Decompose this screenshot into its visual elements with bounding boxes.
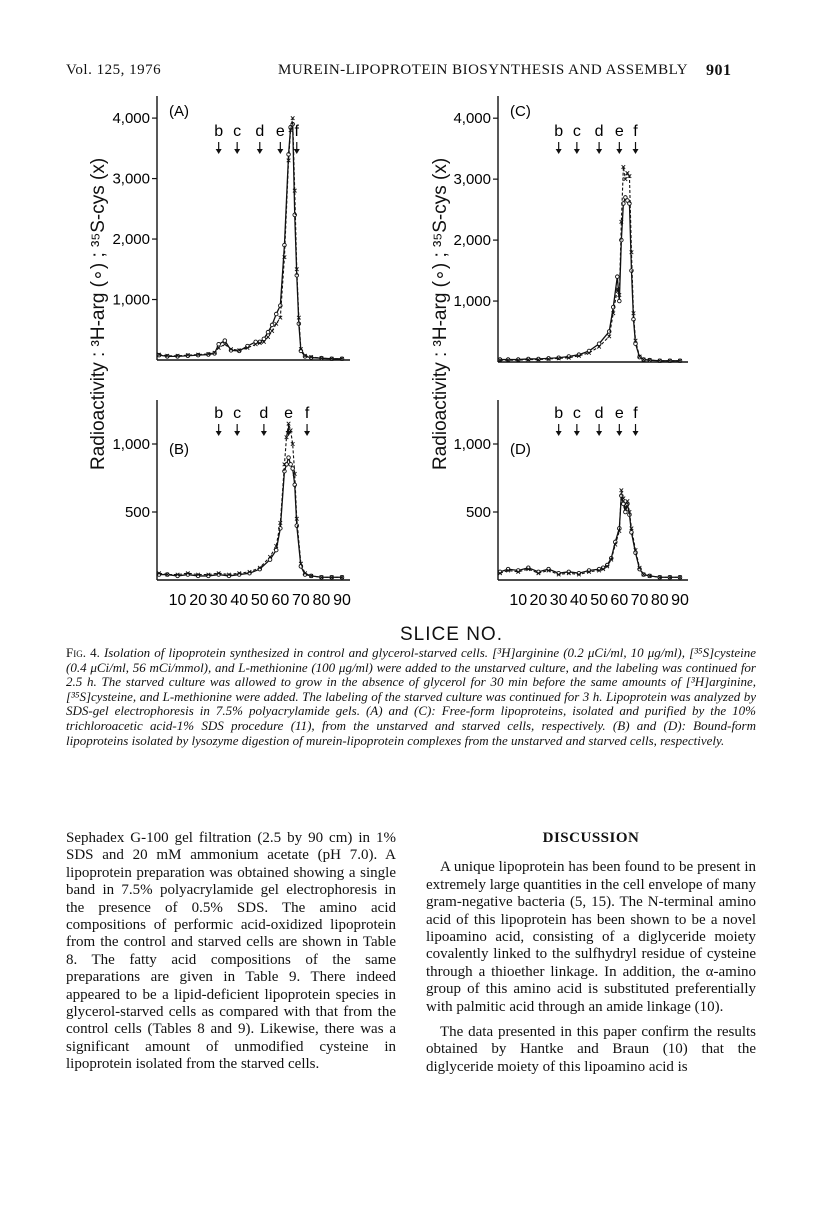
x-tick-label: 90 [333,592,351,609]
y-tick-label: 500 [124,504,150,521]
panel-label: (A) [169,103,189,120]
x-tick-label: 50 [250,592,269,609]
panel-a [112,96,350,361]
band-arrow-head [294,149,300,154]
x-tick-label: 20 [189,592,208,609]
panel-label: (B) [169,441,189,458]
data-point-arg [287,456,291,460]
band-arrow-head [574,149,580,154]
band-arrow-head [216,149,222,154]
band-arrow-head [261,431,267,436]
data-point-cys [274,322,278,326]
band-marker-b: b [554,123,564,140]
band-marker-c: c [233,123,242,140]
band-marker-f: f [294,123,300,140]
band-marker-f: f [633,123,638,140]
panel-b [112,400,351,609]
series-line-arg [159,458,342,578]
y-tick-label: 2,000 [112,231,150,249]
band-arrow-head [616,149,622,154]
y-tick-label: 2,000 [453,232,491,250]
y-tick-label: 1,000 [453,436,491,453]
band-marker-d: d [594,123,604,140]
data-point-arg [618,299,622,303]
x-tick-label: 60 [271,592,290,609]
panel-c [453,96,688,363]
y-tick-label: 3,000 [112,170,150,188]
running-head-title: MUREIN-LIPOPROTEIN BIOSYNTHESIS AND ASSEMBLY [278,62,689,78]
band-marker-e: e [614,405,624,422]
band-arrow-head [574,431,580,436]
running-head-volume: Vol. 125, 1976 [66,62,162,78]
section-heading-discussion: DISCUSSION [542,830,640,846]
x-tick-label: 20 [529,592,548,609]
caption-text: Isolation of lipoprotein synthesized in control and glycerol-starved cells. [³H]arginine (0.2 μCi/ml, 10 μg/ml), [³⁵S]cysteine (0.4 μCi/ml, 56 mCi/mmol), and L-methionine (100 μg/ml) were added to the unstarved culture, and the labeling was continued for 2.5 h. The starved culture was allowed to grow in the absence of glycerol for 30 min before the same amounts of [³H]arginine, [³⁵S]cysteine, and L-methionine were added. The labeling of the starved culture was continued for 3 h. Lipoprotein was analyzed by SDS-gel electrophoresis in 7.5% polyacrylamide gels. (A) and (C): Free-form lipoproteins, isolated and purified by the 10% trichloroacetic acid-1% SDS procedure (11), from the unstarved and starved cells, respectively. (B) and (D): Bound-form lipoproteins isolated by lysozyme digestion of murein-lipoprotein complexes from the unstarved and starved cells, respectively. [66,645,756,748]
y-tick-label: 1,000 [112,436,150,453]
data-point-cys [266,335,270,339]
band-marker-e: e [284,405,294,422]
band-marker-d: d [255,123,265,140]
data-point-arg [266,330,270,334]
y-tick-label: 500 [465,504,491,521]
data-point-arg [274,312,278,316]
x-tick-label: 80 [650,592,669,609]
x-axis-label: SLICE NO. [400,624,503,645]
y-tick-label: 1,000 [453,293,491,311]
x-tick-label: 70 [291,592,310,609]
data-point-cys [270,329,274,333]
data-point-arg [223,339,227,343]
band-arrow-head [234,149,240,154]
y-tick-label: 4,000 [453,110,491,128]
right-column [426,830,756,1084]
band-marker-b: b [214,123,224,140]
data-point-arg [616,275,620,279]
band-arrow-head [216,431,222,436]
y-axis-label-left: Radioactivity : ³H-arg (∘) ; ³⁵S-cys (x) [88,157,109,470]
band-marker-e: e [614,123,624,140]
y-tick-label: 4,000 [112,110,150,128]
band-marker-d: d [594,405,604,422]
y-tick-label: 1,000 [112,291,150,309]
band-arrow-head [304,431,310,436]
band-arrow-head [556,431,562,436]
band-arrow-head [556,149,562,154]
data-point-arg [628,202,632,206]
panel-label: (C) [510,103,531,120]
band-marker-b: b [214,405,224,422]
band-arrow-head [633,149,639,154]
band-arrow-head [277,149,283,154]
band-arrow-head [257,149,263,154]
y-tick-label: 3,000 [453,171,491,189]
band-marker-b: b [554,405,564,422]
band-arrow-head [633,431,639,436]
y-axis-label-right: Radioactivity : ³H-arg (∘) ; ³⁵S-cys (x) [430,157,451,470]
caption-label: Fig. 4. [66,645,100,660]
band-arrow-head [616,431,622,436]
band-marker-f: f [304,405,310,422]
series-line-cys [159,118,342,359]
data-point-cys [223,342,227,346]
series-line-arg [500,496,680,578]
body-paragraph: Sephadex G-100 gel filtration (2.5 by 90 cm) in 1% SDS and 20 mM ammonium acetate (pH 7.0). A lipoprotein preparation was obtained showing a single band in 7.5% polyacrylamide gel electrophoresis in the presence of 0.5% SDS. The amino acid compositions of performic acid-oxidized lipoprotein from the control and starved cells are shown in Table 8. The fatty acid compositions of the same preparations are given in Table 9. There indeed appeared to be a lipid-deficient lipoprotein species in glycerol-starved cells as compared with that from the control cells (Tables 8 and 9). Likewise, there was a significant amount of unmodified cysteine in lipoprotein isolated from the starved cells. [66,830,396,1073]
figure-caption [66,646,756,748]
band-marker-c: c [572,405,581,422]
band-marker-c: c [572,123,581,140]
body-paragraph: The data presented in this paper confirm the results obtained by Hantke and Braun (10) that the diglyceride moiety of this lipoamino acid is [426,1024,756,1075]
series-line-cys [500,490,680,577]
x-tick-label: 30 [209,592,228,609]
band-marker-d: d [259,405,269,422]
x-tick-label: 70 [630,592,649,609]
band-marker-f: f [633,405,638,422]
x-tick-label: 30 [549,592,568,609]
band-marker-e: e [275,123,285,140]
x-tick-label: 40 [569,592,588,609]
series-line-arg [500,197,680,360]
x-tick-label: 10 [509,592,528,609]
data-point-arg [217,342,221,346]
x-tick-label: 90 [671,592,689,609]
x-tick-label: 80 [312,592,331,609]
data-point-arg [630,269,634,273]
series-line-arg [159,124,342,359]
band-arrow-head [596,431,602,436]
x-tick-label: 50 [590,592,609,609]
panel-d [453,400,689,609]
x-tick-label: 60 [610,592,629,609]
band-arrow-head [234,431,240,436]
data-point-arg [270,323,274,327]
body-paragraph: A unique lipoprotein has been found to be present in extremely large quantities in the cell envelope of many gram-negative bacteria (5, 15). The N-terminal amino acid of this lipoprotein has been shown to be a novel lipoamino acid, consisting of a diglyceride moiety covalently linked to the sulfhydryl residue of cysteine through a thioether linkage. In addition, the α-amino group of this amino acid is substituted preferentially with palmitic acid through an amide linkage (10). [426,859,756,1015]
data-point-arg [293,483,297,487]
band-arrow-head [596,149,602,154]
page-number: 901 [706,62,732,79]
left-column [66,830,396,1082]
x-tick-label: 10 [168,592,187,609]
band-marker-c: c [233,405,242,422]
x-tick-label: 40 [230,592,249,609]
series-line-cys [500,167,680,361]
panel-label: (D) [510,441,531,458]
data-point-arg [289,463,293,467]
data-point-arg [293,213,297,217]
